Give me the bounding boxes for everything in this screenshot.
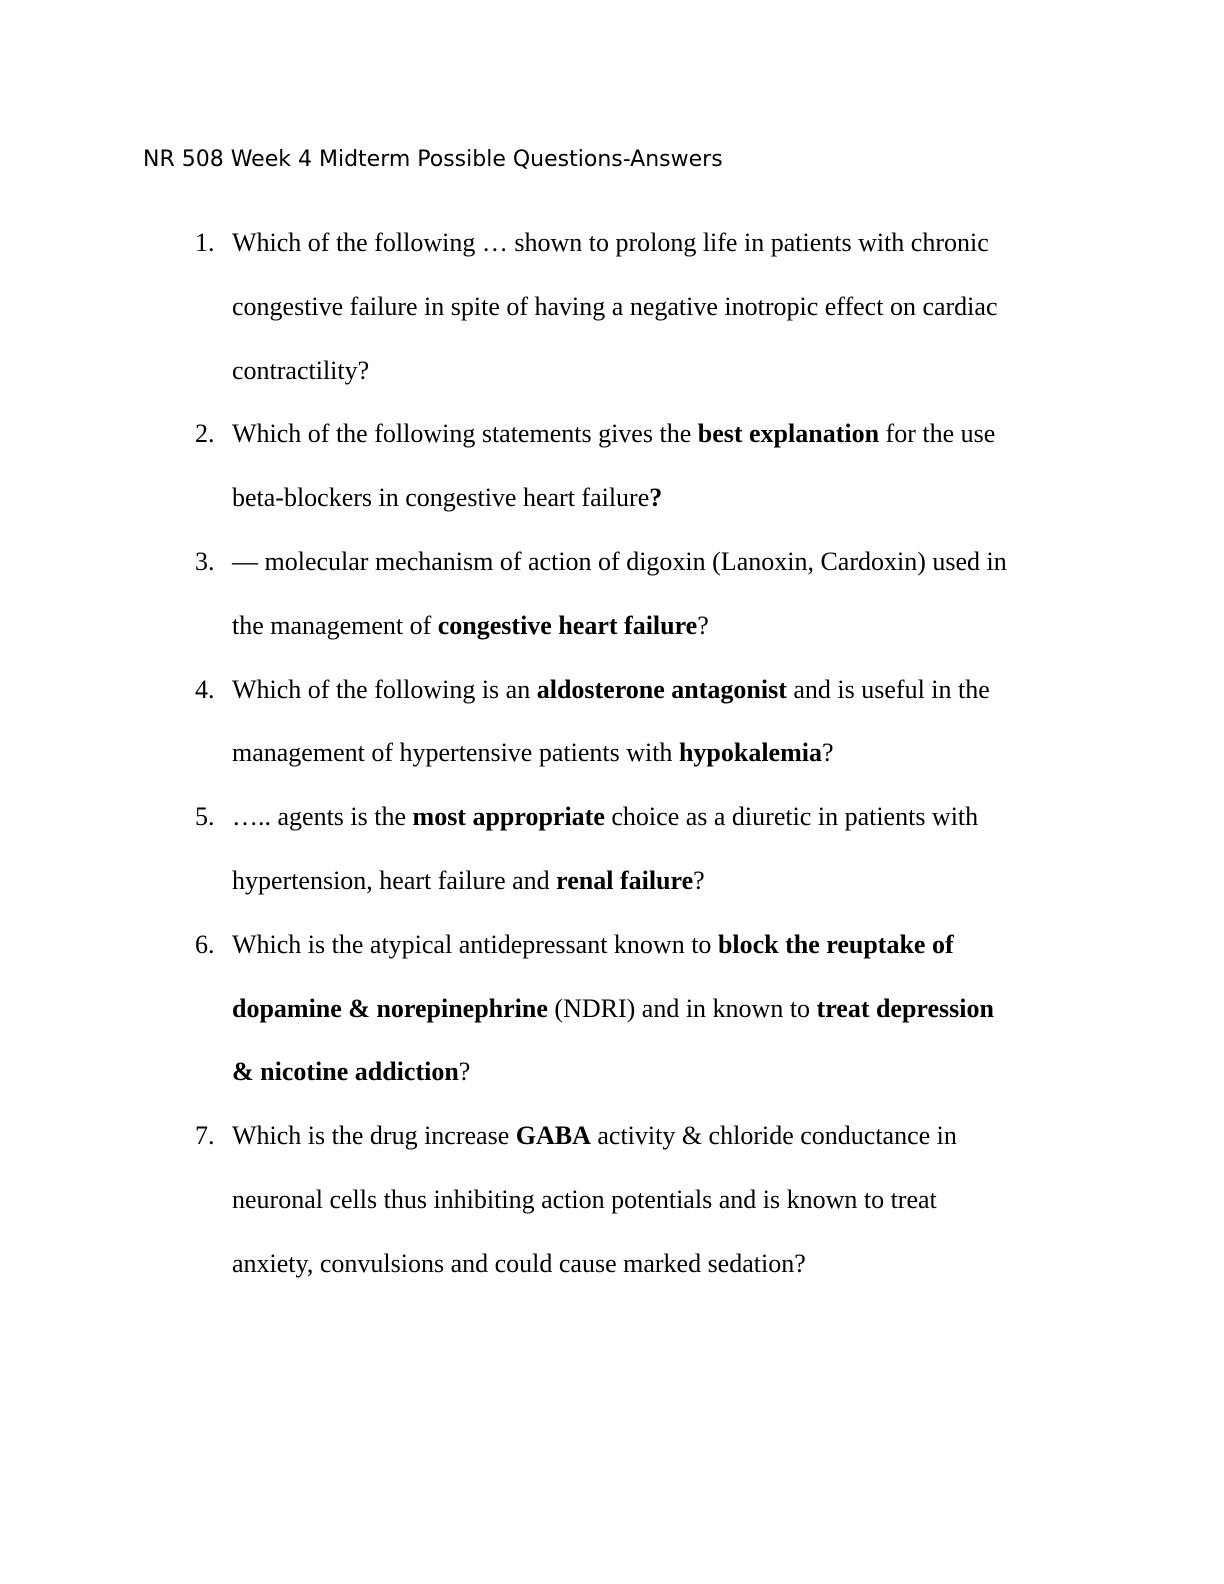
text-segment: management of hypertensive patients with: [232, 738, 679, 768]
question-text-line: [232, 977, 1082, 1041]
question-text-line: [232, 721, 1082, 785]
question-text: [232, 211, 1082, 402]
emphasized-text: renal failure: [556, 865, 694, 895]
text-segment: activity & chloride conductance in: [590, 1121, 957, 1151]
question-text: [232, 402, 1082, 530]
question-text-line: [232, 211, 1082, 275]
text-segment: ?: [697, 610, 709, 640]
text-segment: for the use: [879, 419, 996, 449]
document-title: NR 508 Week 4 Midterm Possible Questions-Answers: [143, 147, 723, 172]
text-segment: contractility?: [232, 355, 370, 385]
question-number: 6.: [195, 929, 215, 959]
text-segment: ….. agents is the: [232, 802, 413, 832]
emphasized-text: ?: [649, 483, 663, 513]
question-item: [0, 658, 1082, 786]
emphasized-text: & nicotine addiction: [232, 1057, 459, 1087]
text-segment: ?: [458, 1057, 471, 1087]
text-segment: beta-blockers in congestive heart failure: [232, 483, 650, 513]
question-number: 1.: [195, 228, 215, 257]
question-text-line: [232, 1232, 1082, 1296]
emphasized-text: GABA: [515, 1121, 591, 1151]
question-item: [0, 785, 1082, 913]
text-segment: and is useful in the: [786, 674, 990, 704]
text-segment: Which of the following statements gives the: [232, 419, 698, 449]
question-number: 7.: [195, 1121, 215, 1151]
question-text: [232, 658, 1082, 786]
text-segment: — molecular mechanism of action of digoxin (Lanoxin, Cardoxin) used in: [232, 546, 1007, 576]
question-text-line: [232, 339, 1082, 403]
question-text-line: [232, 1104, 1082, 1168]
emphasized-text: dopamine & norepinephrine: [232, 993, 548, 1023]
text-segment: Which is the drug increase: [232, 1121, 516, 1151]
text-segment: Which of the following is an: [232, 674, 537, 704]
question-text-line: [232, 466, 1082, 530]
text-segment: ?: [693, 865, 705, 895]
question-text-line: [232, 594, 1082, 658]
text-segment: Which is the atypical antidepressant known to: [232, 929, 718, 959]
emphasized-text: congestive heart failure: [437, 610, 698, 640]
text-segment: the management of: [232, 610, 438, 640]
question-number: 5.: [195, 802, 215, 832]
text-segment: hypertension, heart failure and: [232, 865, 557, 895]
emphasized-text: treat depression: [816, 993, 994, 1023]
question-item: [0, 530, 1082, 658]
question-text-line: [232, 785, 1082, 849]
question-text: [232, 530, 1082, 658]
text-segment: ?: [821, 738, 834, 768]
question-number: 4.: [195, 674, 215, 704]
emphasized-text: most appropriate: [412, 802, 605, 832]
question-item: [0, 1104, 1082, 1295]
question-item: [0, 913, 1082, 1104]
text-segment: Which of the following … shown to prolong life in patients with chronic: [232, 228, 989, 257]
question-text-line: [232, 913, 1082, 977]
question-text-line: [232, 1040, 1082, 1104]
text-segment: neuronal cells thus inhibiting action potentials and is known to treat: [232, 1184, 937, 1214]
text-segment: congestive failure in spite of having a negative inotropic effect on cardiac: [232, 291, 998, 321]
emphasized-text: hypokalemia: [678, 738, 822, 768]
question-item: [0, 402, 1082, 530]
question-number: 2.: [195, 419, 215, 449]
text-segment: anxiety, convulsions and could cause marked sedation?: [232, 1248, 806, 1278]
question-text-line: [232, 849, 1082, 913]
emphasized-text: best explanation: [697, 419, 880, 449]
question-list: [0, 211, 1224, 1296]
question-text-line: [232, 1168, 1082, 1232]
emphasized-text: block the reuptake of: [717, 929, 954, 959]
question-text: [232, 1104, 1082, 1295]
emphasized-text: aldosterone antagonist: [536, 674, 787, 704]
question-number: 3.: [195, 546, 215, 576]
text-segment: choice as a diuretic in patients with: [604, 802, 979, 832]
question-text: [232, 785, 1082, 913]
question-text-line: [232, 658, 1082, 722]
question-item: [0, 211, 1082, 402]
question-text-line: [232, 402, 1082, 466]
question-text: [232, 913, 1082, 1104]
question-text-line: [232, 275, 1082, 339]
text-segment: (NDRI) and in known to: [547, 993, 817, 1023]
question-text-line: [232, 530, 1082, 594]
